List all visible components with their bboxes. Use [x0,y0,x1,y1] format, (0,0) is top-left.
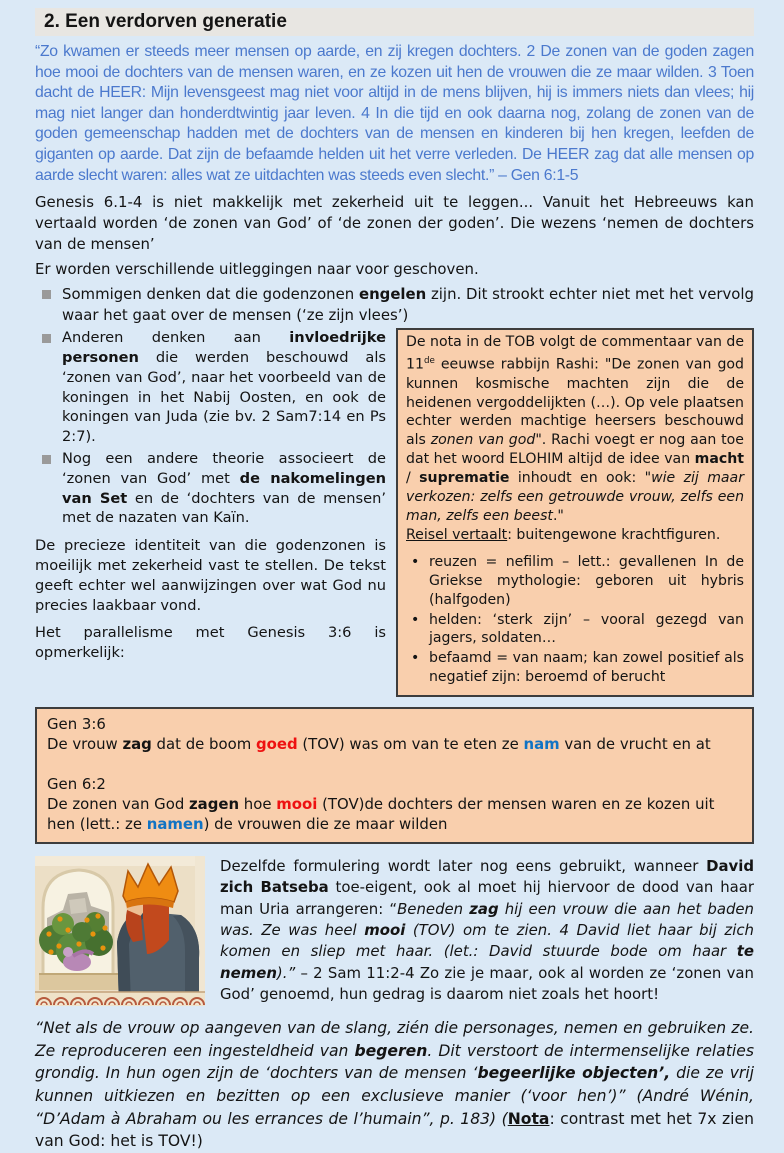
two-column-section [35,328,754,697]
identity-paragraph: De precieze identiteit van die godenzonen is moeilijk met zekerheid vast te stellen. De tekst geeft echter wel aanwijzingen over wat God nu precies laakbaar vond. [35,537,386,614]
interpretations-list [35,328,386,528]
bible-quote-gen-6: “Zo kwamen er steeds meer mensen op aarde, en zij kregen dochters. 2 De zonen van de goden zagen hoe mooi de dochters van de mensen waren, en ze kozen uit hen de vrouwen die ze maar wilden. 3 Toen dacht de HEER: Mijn levensgeest mag niet voor altijd in de mens blijven, hij is immers niets dan vlees; hij mag niet langer dan honderdtwintig jaar leven. 4 In die tijd en ook daarna nog, zolang de zonen van de goden gemeenschap hadden met de dochters van de mensen en kinderen bij hen kregen, leefden de giganten op aarde. Dat zijn de befaamde helden uit het verre verleden. De HEER zag dat alle mensen op aarde slecht waren: alles wat ze uitdachten was steeds even slecht.” – Gen 6:1-5 [35,43,754,184]
intro-paragraph-2: Er worden verschillende uitleggingen naar voor geschoven. [35,260,479,279]
tob-nota-box [396,328,754,697]
list-item: • befaamd = van naam; kan zowel positief als negatief zijn: beroemd of berucht [406,649,744,687]
parallelism-paragraph: Het parallelisme met Genesis 3:6 is opmerkelijk: [35,624,386,662]
gen36-line: De vrouw zag dat de boom goed (TOV) was om van te eten ze nam van de vrucht en at [47,735,711,754]
intro-section [35,192,754,326]
list-item: • helden: ‘sterk zijn’ – vooral gezegd van jagers, soldaten… [406,611,744,649]
wenin-quote-paragraph: “Net als de vrouw op aangeven van de slang, zién die personages, nemen en gebruiken ze. Ze reproduceren een ingesteldheid van begeren. Dit verstoort de intermenselijke relaties grondig. In hun ogen zijn de ‘dochters van de mensen ‘begeerlijke objecten’, die ze vrij kunnen uitkiezen en bezitten op een exclusieve manier (‘voor hen’)” (André Wénin, “D’Adam à Abraham ou les errances de l’humain”, p. 183) (Nota: contrast met het 7x zien van God: het is TOV!) [35,1019,755,1151]
nota-terms-list [406,553,744,687]
list-item: • reuzen = nefilim – lett.: gevallenen In de Griekse mythologie: geboren uit hybris (halfgoden) [406,553,744,610]
nota-paragraph-1: De nota in de TOB volgt de commentaar van de 11de eeuwse rabbijn Rashi: "De zonen van god kunnen kosmische machten zijn die de heidenen vergoddelijkten (…). Op vele plaatsen echter werden machtige heersers beschouwd als zonen van god". Rachi voegt er nog aan toe dat het woord ELOHIM altijd de idee van macht / suprematie inhoudt en ook: "wie zij maar verkozen: zelfs een getrouwde vrouw, zelfs een man, zelfs een beest." [406,334,744,524]
gen62-heading: Gen 6:2 [47,774,106,793]
genesis-comparison-box [35,707,754,844]
interpretations-list-top [35,284,754,326]
intro-paragraph-1: Genesis 6.1-4 is niet makkelijk met zekerheid uit te leggen... Vanuit het Hebreeuws kan vertaald worden ‘de zonen van God’ of ‘de zonen der goden’. Die wezens ‘nemen de dochters van de mensen’ [35,193,754,254]
section-title: 2. Een verdorven generatie [35,8,754,36]
list-item: Nog een andere theorie associeert de ‘zonen van God’ met de nakomelingen van Set en de ‘dochters van de mensen’ met de nazaten van Kaïn. [35,449,386,528]
nota-paragraph-2: Reisel vertaalt: buitengewone krachtfiguren. [406,526,721,543]
david-paragraph: Dezelfde formulering wordt later nog eens gebruikt, wanneer David zich Batseba toe-eigent, ook al moet hij hiervoor de dood van haar man Uria arrangeren: “Beneden zag hij een vrouw die aan het baden was. Ze was heel mooi (TOV) om te zien. 4 David liet haar bij zich komen en sliep met haar. (let.: David stuurde bode om haar te nemen).” – 2 Sam 11:2-4 Zo zie je maar, ook al worden ze ‘zonen van God’ genoemd, hun gedrag is daarom niet zoals het hoort! [220,857,755,1003]
david-batseba-section [35,856,754,1006]
gen62-line: De zonen van God zagen hoe mooi (TOV)de dochters der mensen waren en ze kozen uit hen (lett.: ze namen) de vrouwen die ze maar wilden [47,794,715,833]
list-item: Anderen denken aan invloedrijke personen die werden beschouwd als ‘zonen van God’, naar het voorbeeld van de koningen in het Nabij Oosten, en ook de koningen van Juda (zie bv. 2 Sam7:14 en Ps 2:7). [35,328,386,447]
gen36-heading: Gen 3:6 [47,715,106,734]
david-batseba-painting-image [35,856,205,1006]
list-item: Sommigen denken dat die godenzonen engelen zijn. Dit strookt echter niet met het vervolg waar het gaat over de mensen (‘ze zijn vlees’) [35,284,754,326]
spacer [47,755,742,774]
left-column [35,328,386,697]
